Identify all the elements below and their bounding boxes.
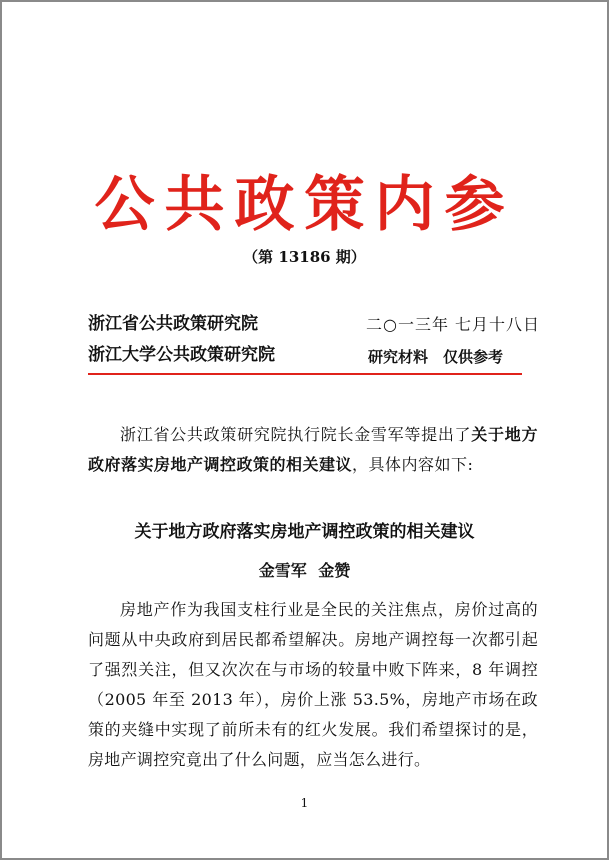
usage-note: 研究材料 仅供参考 bbox=[368, 348, 504, 366]
intro-tail: ，具体内容如下: bbox=[352, 455, 474, 474]
intro-lead: 浙江省公共政策研究院执行院长金雪军等提出了 bbox=[120, 425, 472, 444]
intro-paragraph bbox=[88, 420, 538, 480]
intro-topic: 关于地方政府落实房地产调控政策的相关建议 bbox=[88, 425, 538, 474]
org-line-2: 浙江大学公共政策研究院 bbox=[88, 345, 275, 365]
org-line-1: 浙江省公共政策研究院 bbox=[88, 314, 258, 334]
article-authors: 金雪军 金赞 bbox=[258, 561, 351, 580]
article-body: 房地产作为我国支柱行业是全民的关注焦点，房价过高的问题从中央政府到居民都希望解决。房地产调控每一次都引起了强烈关注，但又次次在与市场的较量中败下阵来，8 年调控（2005 年至 2013 年），房价上涨 53.5%，房地产市场在政策的夹缝中实现了前所未有的红火发展。我们希望探讨的是，房地产调控究竟出了什么问题，应当怎么进行。 bbox=[88, 600, 538, 769]
masthead-title: 公共政策内参 bbox=[94, 170, 515, 240]
publish-date: 二○一三年 七月十八日 bbox=[366, 315, 541, 334]
issue-number: （第 13186 期） bbox=[243, 248, 366, 266]
header-divider bbox=[88, 373, 522, 375]
page-number: 1 bbox=[300, 796, 309, 810]
article-title: 关于地方政府落实房地产调控政策的相关建议 bbox=[134, 522, 475, 542]
